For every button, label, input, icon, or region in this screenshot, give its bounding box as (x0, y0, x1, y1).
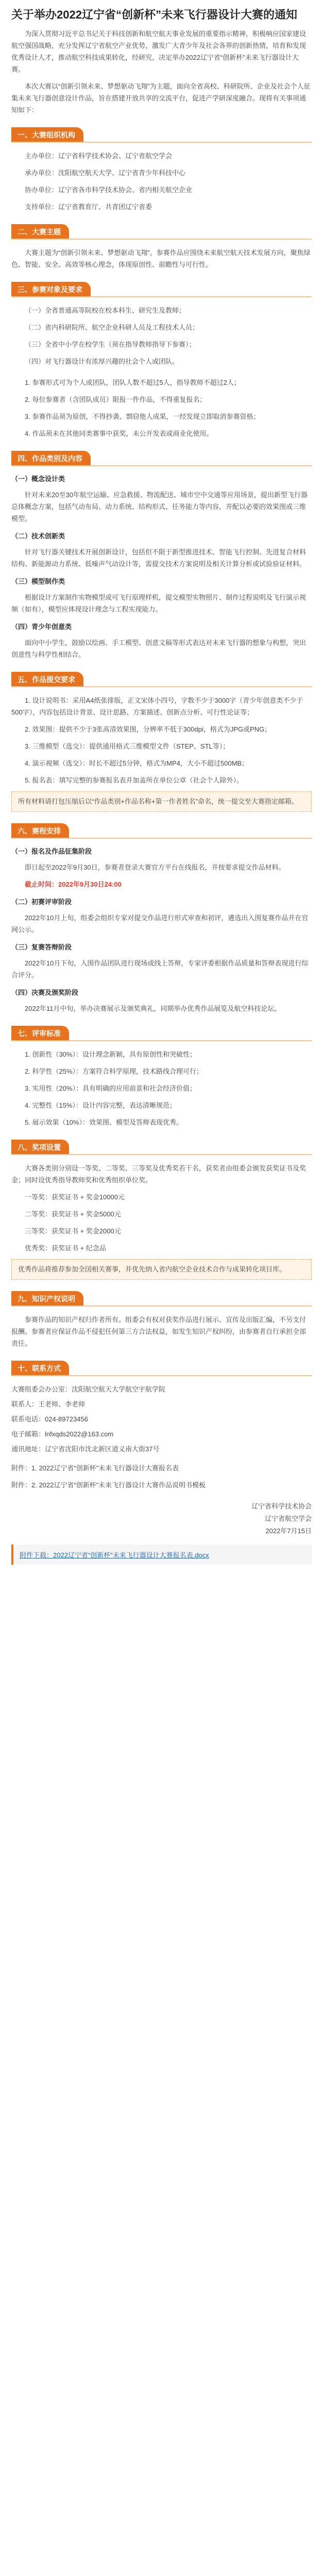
award-item: 二等奖：获奖证书 + 奖金5000元 (25, 1210, 121, 1218)
award-item: 一等奖：获奖证书 + 奖金10000元 (25, 1193, 125, 1201)
submission-item: 4. 演示视频（选交）：时长不超过5分钟，格式为MP4，大小不超过500MB； (25, 759, 249, 767)
participant-item: （一）全省普通高等院校在校本科生、研究生及教师； (25, 307, 186, 314)
evaluation-item: 2. 科学性（25%）：方案符合科学原理，技术路线合理可行； (25, 1067, 203, 1075)
category-title: （三）模型制作类 (11, 578, 65, 585)
signature-date: 2022年7月15日 (265, 1527, 312, 1535)
submission-item: 5. 报名表：填写完整的参赛报名表并加盖所在单位公章（社会个人除外）。 (25, 776, 243, 784)
page-title: 关于举办2022辽宁省“创新杯”未来飞行器设计大赛的通知 (11, 8, 297, 21)
award-item: 优秀奖：获奖证书 + 纪念品 (25, 1244, 106, 1252)
stage-title: （一）报名及作品征集阶段 (11, 848, 92, 855)
theme-text: 大赛主题为“创新引领未来、梦想驱动飞翔”。参赛作品应围绕未来航空航天技术发展方向，聚焦绿色、智能、安全、高效等核心理念，体现原创性、前瞻性与可行性。 (11, 249, 311, 268)
submission-note: 所有材料请打包压缩后以“作品类别+作品名称+第一作者姓名”命名，统一提交至大赛指定邮箱。 (11, 791, 312, 812)
section-title: 四、作品类别及内容 (11, 451, 91, 466)
participant-item: （四）对飞行器设计有浓厚兴趣的社会个人或团队。 (25, 358, 179, 365)
section-header (11, 224, 312, 240)
section-header (11, 672, 312, 687)
award-item: 三等奖：获奖证书 + 奖金2000元 (25, 1227, 121, 1235)
section-title: 三、参赛对象及要求 (11, 282, 91, 297)
stage-text: 2022年10月下旬，入围作品团队进行现场或线上答辩，专家评委根据作品质量和答辩表现进行综合评分。 (11, 959, 309, 979)
section-title: 十、联系方式 (11, 1361, 69, 1376)
contact-item: 通讯地址：辽宁省沈阳市沈北新区道义南大街37号 (11, 1445, 160, 1453)
signature-org: 辽宁省科学技术协会 (251, 1502, 312, 1510)
category-text: 根据设计方案制作实物模型或可飞行原理样机，提交模型实物照片、制作过程说明及飞行演示视频（如有），模型应体现设计理念与工程实现能力。 (11, 594, 307, 613)
organizer-item: 协办单位：辽宁省各市科学技术协会、省内相关航空企业 (25, 186, 193, 194)
evaluation-item: 1. 创新性（30%）：设计理念新颖，具有原创性和突破性； (25, 1050, 196, 1058)
section-header (11, 1026, 312, 1041)
stage-title: （四）决赛及颁奖阶段 (11, 989, 79, 996)
section-header (11, 282, 312, 297)
category-text: 面向中小学生，鼓励以绘画、手工模型、创意文稿等形式表达对未来飞行器的想象与构想，突出创意性与科学性相结合。 (11, 639, 307, 658)
category-title: （四）青少年创意类 (11, 623, 72, 631)
participant-rule: 1. 参赛形式可为个人或团队，团队人数不超过5人，指导教师不超过2人； (25, 379, 241, 386)
stage-title: （三）复赛答辩阶段 (11, 943, 72, 951)
submission-item: 2. 效果图：提供不少于3张高清效果图，分辨率不低于300dpi，格式为JPG或PNG； (25, 725, 271, 733)
closing-attachment: 附件：1. 2022辽宁省“创新杯”未来飞行器设计大赛报名表 (11, 1464, 179, 1472)
section-title: 五、作品提交要求 (11, 672, 83, 687)
section-title: 二、大赛主题 (11, 224, 69, 240)
section-header (11, 451, 312, 466)
section-header (11, 1361, 312, 1376)
intro (11, 28, 312, 116)
contact-item: 联系人：王老师、李老师 (11, 1400, 86, 1408)
evaluation-item: 5. 展示效果（10%）：效果图、模型及答辩表现优秀。 (25, 1118, 183, 1126)
contact-block (11, 1383, 312, 1455)
submission-item: 1. 设计说明书：采用A4纸张排版，正文宋体小四号，字数不少于3000字（青少年创意类不少于500字），内容包括设计背景、设计思路、方案描述、创新点分析、可行性论证等； (11, 697, 303, 716)
organizer-item: 支持单位：辽宁省教育厅、共青团辽宁省委 (25, 203, 152, 211)
organizer-item: 主办单位：辽宁省科学技术协会、辽宁省航空学会 (25, 152, 173, 160)
stage-text: 2022年10月上旬，组委会组织专家对提交作品进行形式审查和初评，遴选出入围复赛作品并在官网公示。 (11, 914, 309, 934)
contact-item: 大赛组委会办公室：沈阳航空航天大学航空宇航学院 (11, 1385, 166, 1393)
section-title: 七、评审标准 (11, 1026, 69, 1041)
section-title: 九、知识产权说明 (11, 1291, 83, 1307)
section-title: 六、赛程安排 (11, 823, 69, 839)
attachment-download (11, 1545, 312, 1565)
category-title: （二）技术创新类 (11, 532, 65, 540)
intro-paragraph: 为深入贯彻习近平总书记关于科技创新和航空航天事业发展的重要指示精神，积极响应国家建设航空强国战略，充分发挥辽宁省航空产业优势，激发广大青少年及社会各界的创新热情，培育和发现优秀设计人才，推动航空科技成果转化，经研究，决定举办2022辽宁省“创新杯”未来飞行器设计大赛。 (11, 30, 307, 73)
awards-text: 大赛各类别分别设一等奖、二等奖、三等奖及优秀奖若干名，获奖者由组委会颁发获奖证书及奖金；同时设优秀指导教师奖和优秀组织单位奖。 (11, 1164, 307, 1184)
organizer-item: 承办单位：沈阳航空航天大学、辽宁省青少年科技中心 (25, 169, 186, 177)
attachment-link[interactable]: 附件下载：2022辽宁省“创新杯”未来飞行器设计大赛报名表.docx (20, 1551, 209, 1559)
participant-item: （二）省内科研院所、航空企业科研人员及工程技术人员； (25, 324, 199, 331)
section-header (11, 1291, 312, 1307)
category-text: 针对未来20至30年航空运输、应急救援、物流配送、城市空中交通等应用场景，提出新型飞行器总体概念方案，包括气动布局、动力系统、结构形式、任务能力等内容，并配以必要的效果图或三维模型。 (11, 491, 308, 522)
contact-email[interactable]: 电子邮箱：lnfxqds2022@163.com (11, 1430, 114, 1438)
participant-rule: 2. 每位参赛者（含团队成员）限报一件作品，不得重复报名； (25, 396, 207, 403)
category-title: （一）概念设计类 (11, 475, 65, 483)
stage-title: （二）初赛评审阶段 (11, 898, 72, 906)
stage-text: 2022年11月中旬，举办决赛展示及颁奖典礼，同期举办优秀作品展览及航空科技论坛。 (25, 1005, 281, 1012)
intro-paragraph: 本次大赛以“创新引领未来、梦想驱动飞翔”为主题，面向全省高校、科研院所、企业及社会个人征集未来飞行器创意设计作品，旨在搭建开放共享的交流平台，促进产学研深度融合。现将有关事项通知如下： (11, 82, 311, 114)
section-title: 八、奖项设置 (11, 1140, 69, 1155)
stage-text: 即日起至2022年9月30日，参赛者登录大赛官方平台在线报名，并按要求提交作品材料。 (25, 863, 285, 871)
participant-rule: 4. 作品须未在其他同类赛事中获奖，未公开发表或商业化使用。 (25, 430, 213, 437)
awards-note: 优秀作品将推荐参加全国相关赛事，并优先纳入省内航空企业技术合作与成果转化项目库。 (11, 1259, 312, 1280)
category-text: 针对飞行器关键技术开展创新设计，包括但不限于新型推进技术、智能飞行控制、先进复合材料结构、新能源动力系统、低噪声气动设计等，需提交技术方案说明及相关计算分析或试验验证材料。 (11, 548, 307, 568)
section-header (11, 1140, 312, 1155)
closing-attachment: 附件：2. 2022辽宁省“创新杯”未来飞行器设计大赛作品说明书模板 (11, 1481, 206, 1489)
signature-org: 辽宁省航空学会 (264, 1515, 312, 1522)
section-title: 一、大赛组织机构 (11, 127, 83, 143)
contact-item: 联系电话：024-89723456 (11, 1415, 88, 1423)
evaluation-item: 3. 实用性（20%）：具有明确的应用前景和社会经济价值； (25, 1084, 196, 1092)
participant-rule: 3. 参赛作品须为原创，不得抄袭、剽窃他人成果，一经发现立即取消参赛资格； (25, 413, 260, 420)
submission-item: 3. 三维模型（选交）：提供通用格式三维模型文件（STEP、STL等）； (25, 742, 230, 750)
ip-text: 参赛作品的知识产权归作者所有。组委会有权对获奖作品进行展示、宣传及出版汇编，不另支付报酬。参赛者应保证作品不侵犯任何第三方合法权益，如发生知识产权纠纷，由参赛者自行承担全部责任。 (11, 1316, 307, 1347)
section-header (11, 823, 312, 839)
participant-item: （三）全省中小学在校学生（须在指导教师指导下参赛）； (25, 341, 196, 348)
signature-block (11, 1500, 312, 1537)
section-header (11, 127, 312, 143)
deadline-highlight: 截止时间：2022年9月30日24:00 (25, 880, 122, 888)
evaluation-item: 4. 完整性（15%）：设计内容完整，表达清晰规范； (25, 1101, 176, 1109)
